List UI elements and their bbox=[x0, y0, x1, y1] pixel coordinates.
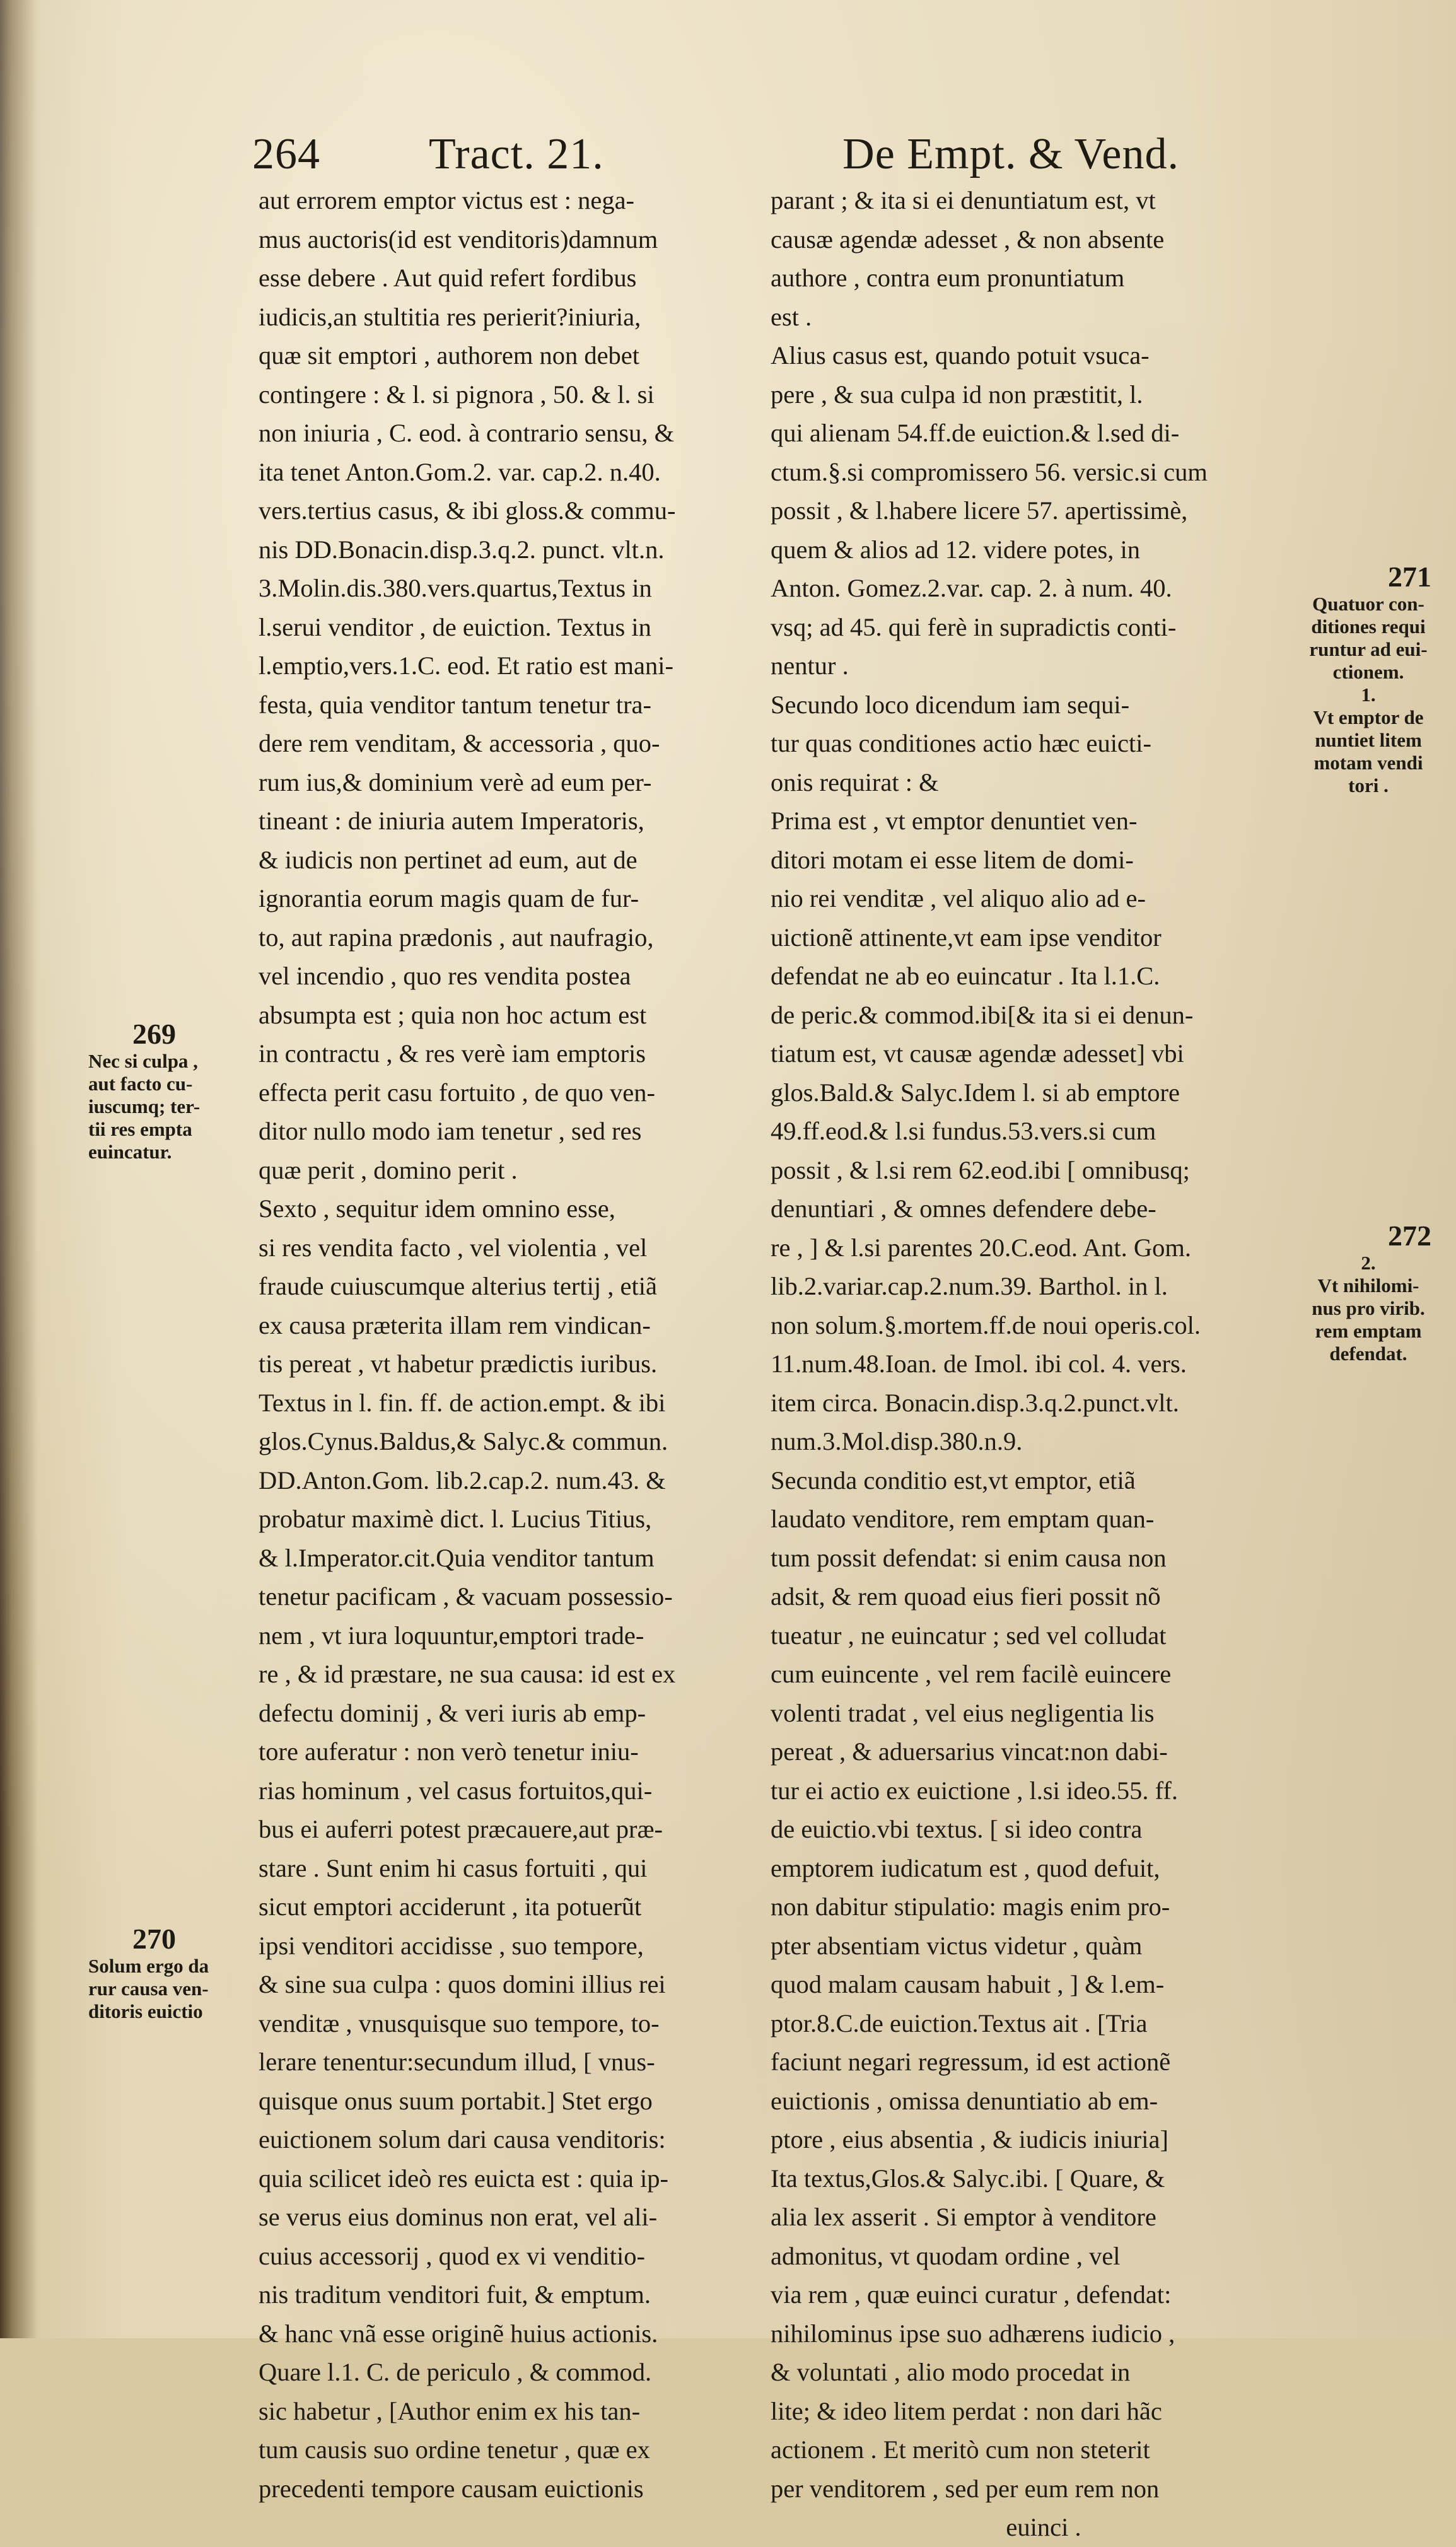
marginal-text: Quatuor con- ditiones requi runtur ad eui- ctionem. 1. Vt emptor de nuntiet litem motam vendi tori . bbox=[1309, 593, 1428, 796]
marginal-text: Solum ergo da rur causa ven- ditoris euictio bbox=[88, 1955, 209, 2022]
page-number: 264 bbox=[252, 130, 320, 178]
paragraph: Sexto , sequitur idem omnino esse, si res vendita facto , vel violentia , vel fraude cuiuscumque alterius tertij , etiã ex causa præterita illam rem vindican- tis pereat , vt habetur prædictis iuribus. Textus in l. fin. ff. de action.empt. & ibi glos.Cynus.Baldus,& Salyc.& commun. DD.Anton.Gom. lib.2.cap.2. num.43. & probatur maximè dict. l. Lucius Titius, & l.Imperator.cit.Quia venditor tantum tenetur pacificam , & vacuam possessio- nem , vt iura loquuntur,emptori trade- re , & id præstare, ne sua causa: id est ex defectu dominij , & veri iuris ab emp- tore auferatur : non verò tenetur iniu- rias hominum , vel casus fortuitos,qui- bus ei auferri potest præcauere,aut præ- stare . Sunt enim hi casus fortuiti , qui sicut emptori acciderunt , ita potuerũt ipsi venditori accidisse , suo tempore, & sine sua culpa : quos domini illius rei venditæ , vnusquisque suo tempore, to- lerare tenentur:secundum illud, [ vnus- quisque onus suum portabit.] Stet ergo euictionem solum dari causa venditoris: quia scilicet ideò res euicta est : quia ip- se verus eius dominus non erat, vel ali- cuius accessorij , quod ex vi venditio- nis traditum venditori fuit, & emptum. & hanc vnã esse originẽ huius actionis. Quare l.1. C. de periculo , & commod. sic habetur , [Author enim ex his tan- tum causis suo ordine tenetur , quæ ex precedenti tempore causam euictionis bbox=[259, 1194, 676, 2503]
marginal-note-272 bbox=[1293, 1220, 1444, 1365]
left-column bbox=[259, 181, 763, 2508]
paragraph: parant ; & ita si ei denuntiatum est, vt causæ agendæ adesset , & non absente authore , contra eum pronuntiatum est . bbox=[771, 186, 1165, 331]
running-title: De Empt. & Vend. bbox=[842, 130, 1179, 178]
marginal-number: 270 bbox=[132, 1923, 176, 1955]
paragraph: Prima est , vt emptor denuntiet ven- ditori motam ei esse litem de domi- nio rei venditæ , vel aliquo alio ad e- uictionẽ attinente,vt eam ipse venditor defendat ne ab eo euincatur . Ita l.1.C. de peric.& commod.ibi[& ita si ei denun- tiatum est, vt causæ agendæ adesset] vbi glos.Bald.& Salyc.Idem l. si ab emptore 49.ff.eod.& l.si fundus.53.vers.si cum possit , & l.si rem 62.eod.ibi [ omnibusq; denuntiari , & omnes defendere debe- re , ] & l.si parentes 20.C.eod. Ant. Gom. lib.2.variar.cap.2.num.39. Barthol. in l. non solum.§.mortem.ff.de noui operis.col. 11.num.48.Ioan. de Imol. ibi col. 4. vers. item circa. Bonacin.disp.3.q.2.punct.vlt. num.3.Mol.disp.380.n.9. bbox=[771, 807, 1201, 1455]
marginal-note-269 bbox=[88, 1018, 246, 1163]
marginal-number: 269 bbox=[132, 1018, 176, 1050]
marginal-text: Nec si culpa , aut facto cu- iuscumq; ter- tii res empta euincatur. bbox=[88, 1050, 201, 1163]
marginal-text: 2. Vt nihilomi- nus pro virib. rem emptam defendat. bbox=[1312, 1252, 1425, 1365]
marginal-number: 272 bbox=[1388, 1220, 1431, 1252]
paragraph: Secundo loco dicendum iam sequi- tur quas conditiones actio hæc euicti- onis requirat : & bbox=[771, 690, 1151, 796]
paragraph: aut errorem emptor victus est : nega- mus auctoris(id est venditoris)damnum esse debere . Aut quid refert fordibus iudicis,an stultitia res perierit?iniuria, quæ sit emptori , authorem non debet contingere : & l. si pignora , 50. & l. si non iniuria , C. eod. à contrario sensu, & ita tenet Anton.Gom.2. var. cap.2. n.40. vers.tertius casus, & ibi gloss.& commu- nis DD.Bonacin.disp.3.q.2. punct. vlt.n. 3.Molin.dis.380.vers.quartus,Textus in l.serui venditor , de euiction. Textus in l.emptio,vers.1.C. eod. Et ratio est mani- festa, quia venditor tantum tenetur tra- dere rem venditam, & accessoria , quo- rum ius,& dominium verè ad eum per- tineant : de iniuria autem Imperatoris, & iudicis non pertinet ad eum, aut de ignorantia eorum magis quam de fur- to, aut rapina prædonis , aut naufragio, vel incendio , quo res vendita postea absumpta est ; quia non hoc actum est in contractu , & res verè iam emptoris effecta perit casu fortuito , de quo ven- ditor nullo modo iam tenetur , sed res quæ perit , domino perit . bbox=[259, 186, 676, 1184]
marginal-note-271 bbox=[1293, 561, 1444, 797]
marginal-number: 271 bbox=[1388, 561, 1431, 593]
paragraph: euinci . bbox=[1006, 2513, 1081, 2541]
tract-label: Tract. 21. bbox=[429, 130, 604, 178]
paragraph: Secunda conditio est,vt emptor, etiã laudato venditore, rem emptam quan- tum possit defendat: si enim causa non adsit, & rem quoad eius fieri possit nõ tueatur , ne euincatur ; sed vel colludat cum euincente , vel rem facilè euincere volenti tradat , vel eius negligentia lis pereat , & aduersarius vincat:non dabi- tur ei actio ex euictione , l.si ideo.55. ff. de euictio.vbi textus. [ si ideo contra emptorem iudicatum est , quod defuit, non dabitur stipulatio: magis enim pro- pter absentiam victus videtur , quàm quod malam causam habuit , ] & l.em- ptor.8.C.de euiction.Textus ait . [Tria faciunt negari regressum, id est actionẽ euictionis , omissa denuntiatio ab em- ptore , eius absentia , & iudicis iniuria] Ita textus,Glos.& Salyc.ibi. [ Quare, & alia lex asserit . Si emptor à venditore admonitus, vt quodam ordine , vel via rem , quæ euinci curatur , defendat: nihilominus ipse suo adhærens iudicio , & voluntati , alio modo procedat in lite; & ideo litem perdat : non dari hãc actionem . Et meritò cum non steterit per venditorem , sed per eum rem non bbox=[771, 1466, 1178, 2503]
paragraph: Alius casus est, quando potuit vsuca- pere , & sua culpa id non præstitit, l. qui alienam 54.ff.de euiction.& l.sed di- ctum.§.si compromissero 56. versic.si cum possit , & l.habere licere 57. apertissimè, quem & alios ad 12. videre potes, in Anton. Gomez.2.var. cap. 2. à num. 40. vsq; ad 45. qui ferè in supradictis conti- nentur . bbox=[771, 341, 1208, 680]
marginal-note-270 bbox=[88, 1923, 252, 2023]
running-header bbox=[252, 129, 1179, 186]
right-column bbox=[771, 181, 1317, 2547]
